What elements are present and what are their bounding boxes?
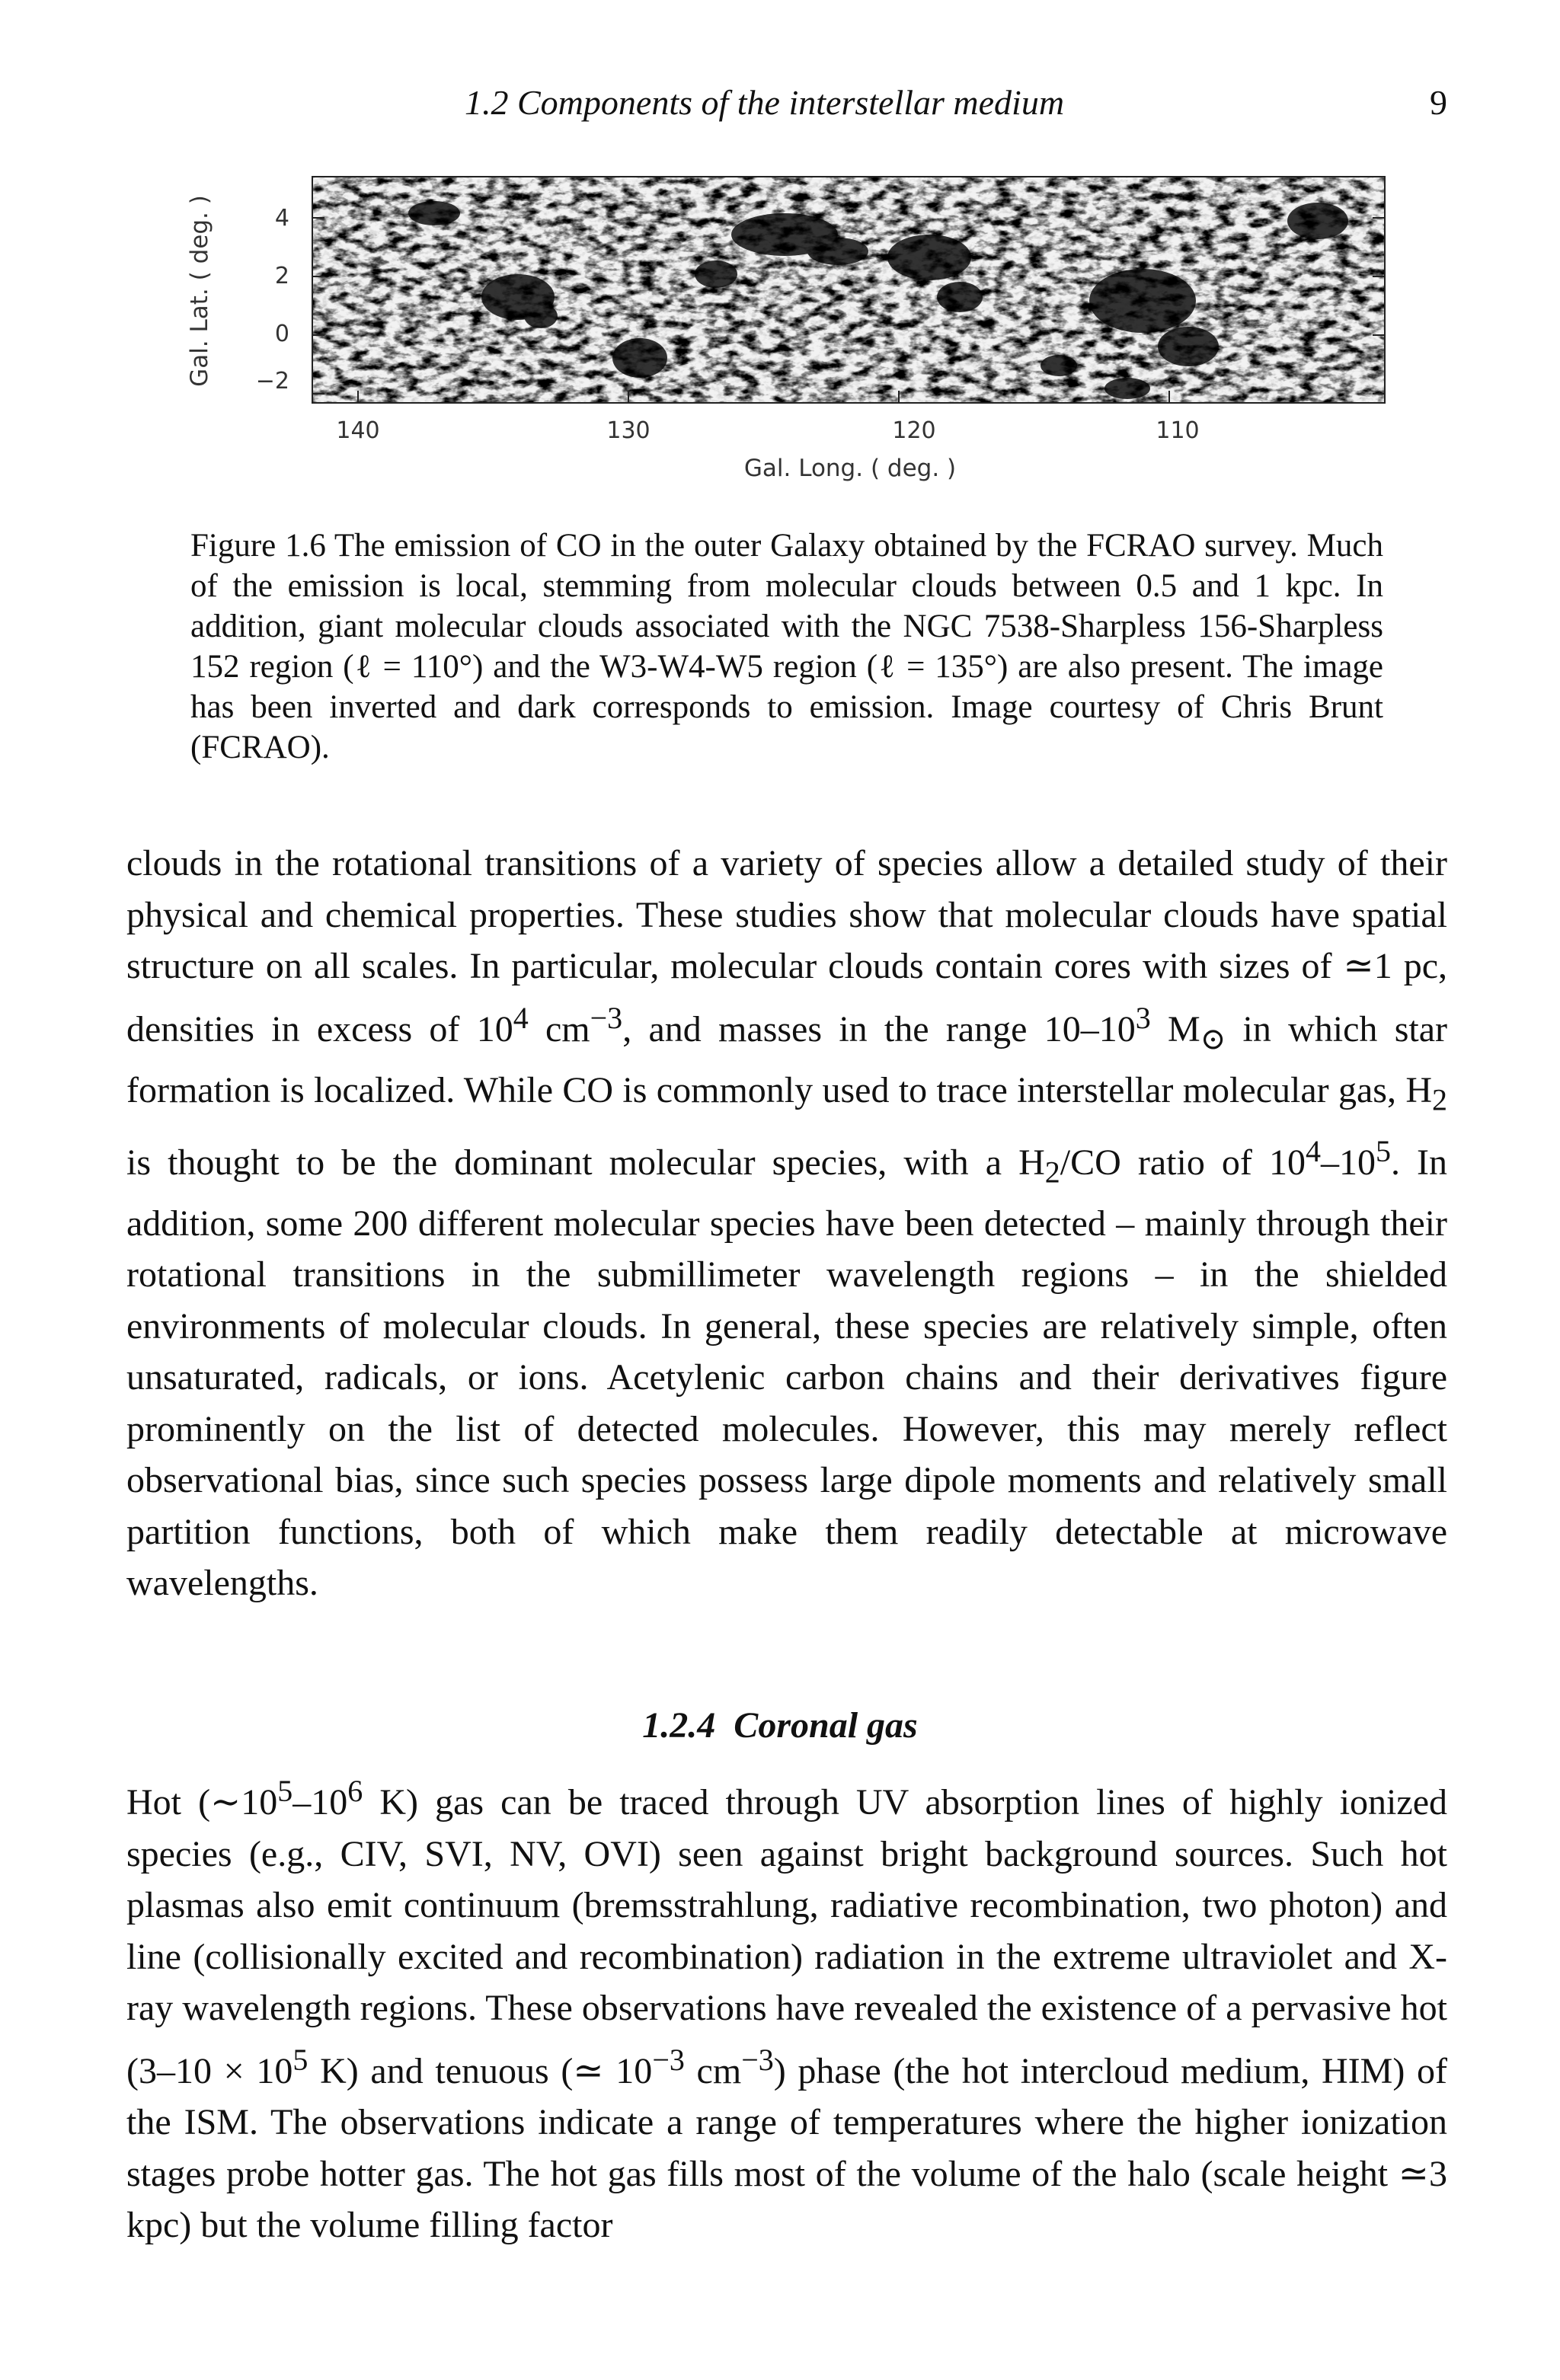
y-tick-label: 0 bbox=[274, 321, 289, 347]
co-emission-map bbox=[183, 168, 1402, 503]
superscript: 3 bbox=[1135, 1000, 1151, 1035]
y-axis-title: Gal. Lat. ( deg. ) bbox=[186, 195, 213, 387]
x-tick-label: 110 bbox=[1156, 417, 1200, 444]
superscript: −3 bbox=[741, 2042, 774, 2077]
text-run: M bbox=[1150, 1008, 1200, 1049]
text-run: K) gas can be traced through UV absorption lines of highly ionized species (e.g., CIV, SVI, NV, OVI) seen against bright background sources. Such hot plasmas also emit continuum (bremsstrahlung, radiative recombination, two photon) and line (collisionally excited and recombination) radiation in the extreme ultraviolet and X-ray wavelength regions. These observations have revealed the existence of a pervasive hot (3–10 × 10 bbox=[126, 1782, 1448, 2091]
section-heading bbox=[0, 1704, 1560, 1746]
text-run: . In addition, some 200 different molecular species have been detected – mainly through their rotational transitions in the submillimeter wavelength regions – in the shielded environments of molecular clouds. In general, these species are relatively simple, often unsaturated, radicals, or ions. Acetylenic carbon chains and their derivatives figure prominently on the list of detected molecules. However, this may merely reflect observational bias, since such species possess large dipole moments and relatively small partition functions, both of which make them readily detectable at microwave wavelengths. bbox=[126, 1142, 1448, 1604]
x-tick-label: 140 bbox=[336, 417, 380, 444]
running-head-title: 1.2 Components of the interstellar medium bbox=[465, 83, 1065, 122]
text-run: , and masses in the range 10–10 bbox=[622, 1008, 1136, 1049]
text-run: is thought to be the dominant molecular species, with a H bbox=[126, 1142, 1045, 1183]
body-paragraph-2 bbox=[126, 1765, 1447, 2251]
superscript: 4 bbox=[1305, 1133, 1321, 1168]
figure-caption-text: The emission of CO in the outer Galaxy obtained by the FCRAO survey. Much of the emission is local, stemming from molecular clouds between 0.5 and 1 kpc. In addition, giant molecular clouds associated with the NGC 7538-Sharpless 156-Sharpless 152 region (ℓ = 110°) and the W3-W4-W5 region (ℓ = 135°) are also present. The image has been inverted and dark corresponds to emission. Image courtesy of Chris Brunt (FCRAO). bbox=[190, 528, 1383, 765]
figure-caption-label: Figure 1.6 bbox=[190, 528, 326, 564]
text-run: cm bbox=[528, 1008, 590, 1049]
page-number: 9 bbox=[1430, 83, 1447, 122]
text-run: /CO ratio of 10 bbox=[1060, 1142, 1306, 1183]
text-run: cm bbox=[684, 2050, 742, 2091]
subscript: ⊙ bbox=[1200, 1021, 1226, 1056]
subscript: 2 bbox=[1044, 1155, 1060, 1190]
superscript: 5 bbox=[1375, 1133, 1391, 1168]
superscript: 5 bbox=[292, 2042, 308, 2077]
superscript: −3 bbox=[590, 1000, 623, 1035]
superscript: 4 bbox=[513, 1000, 529, 1035]
text-run: clouds in the rotational transitions of a variety of species allow a detailed study of their physical and chemical properties. These studies show that molecular clouds have spatial structure on all scales. In particular, molecular clouds contain cores with sizes of ≃1 pc, densities in excess of 10 bbox=[126, 843, 1447, 1049]
x-axis-title: Gal. Long. ( deg. ) bbox=[743, 455, 957, 482]
text-run: K) and tenuous (≃ 10 bbox=[308, 2050, 653, 2091]
co-emission-figure bbox=[183, 168, 1402, 503]
figure-caption bbox=[190, 526, 1383, 768]
x-tick-label: 130 bbox=[606, 417, 651, 444]
text-run: –10 bbox=[1320, 1142, 1376, 1183]
superscript: 6 bbox=[347, 1774, 363, 1808]
text-run: in which star formation is localized. While CO is commonly used to trace interstellar molecular gas, H bbox=[126, 1008, 1448, 1110]
y-tick-label: −2 bbox=[255, 368, 289, 395]
x-tick-label: 120 bbox=[892, 417, 936, 444]
y-tick-label: 2 bbox=[274, 263, 289, 289]
text-run: –10 bbox=[292, 1782, 348, 1823]
superscript: −3 bbox=[652, 2042, 685, 2077]
body-paragraph-1 bbox=[126, 838, 1447, 1609]
running-head bbox=[0, 82, 1560, 128]
emission-noise bbox=[312, 177, 1385, 403]
section-number: 1.2.4 bbox=[642, 1705, 716, 1746]
section-title: Coronal gas bbox=[734, 1705, 918, 1746]
y-tick-label: 4 bbox=[274, 205, 289, 232]
subscript: 2 bbox=[1432, 1082, 1447, 1117]
superscript: 5 bbox=[277, 1774, 293, 1808]
text-run: Hot (∼10 bbox=[126, 1782, 278, 1823]
text-run: ) phase (the hot intercloud medium, HIM) of the ISM. The observations indicate a range of temperatures where the higher ionization stages probe hotter gas. The hot gas fills most of the volume of the halo (scale height ≃3 kpc) but the volume filling factor bbox=[126, 2050, 1447, 2245]
